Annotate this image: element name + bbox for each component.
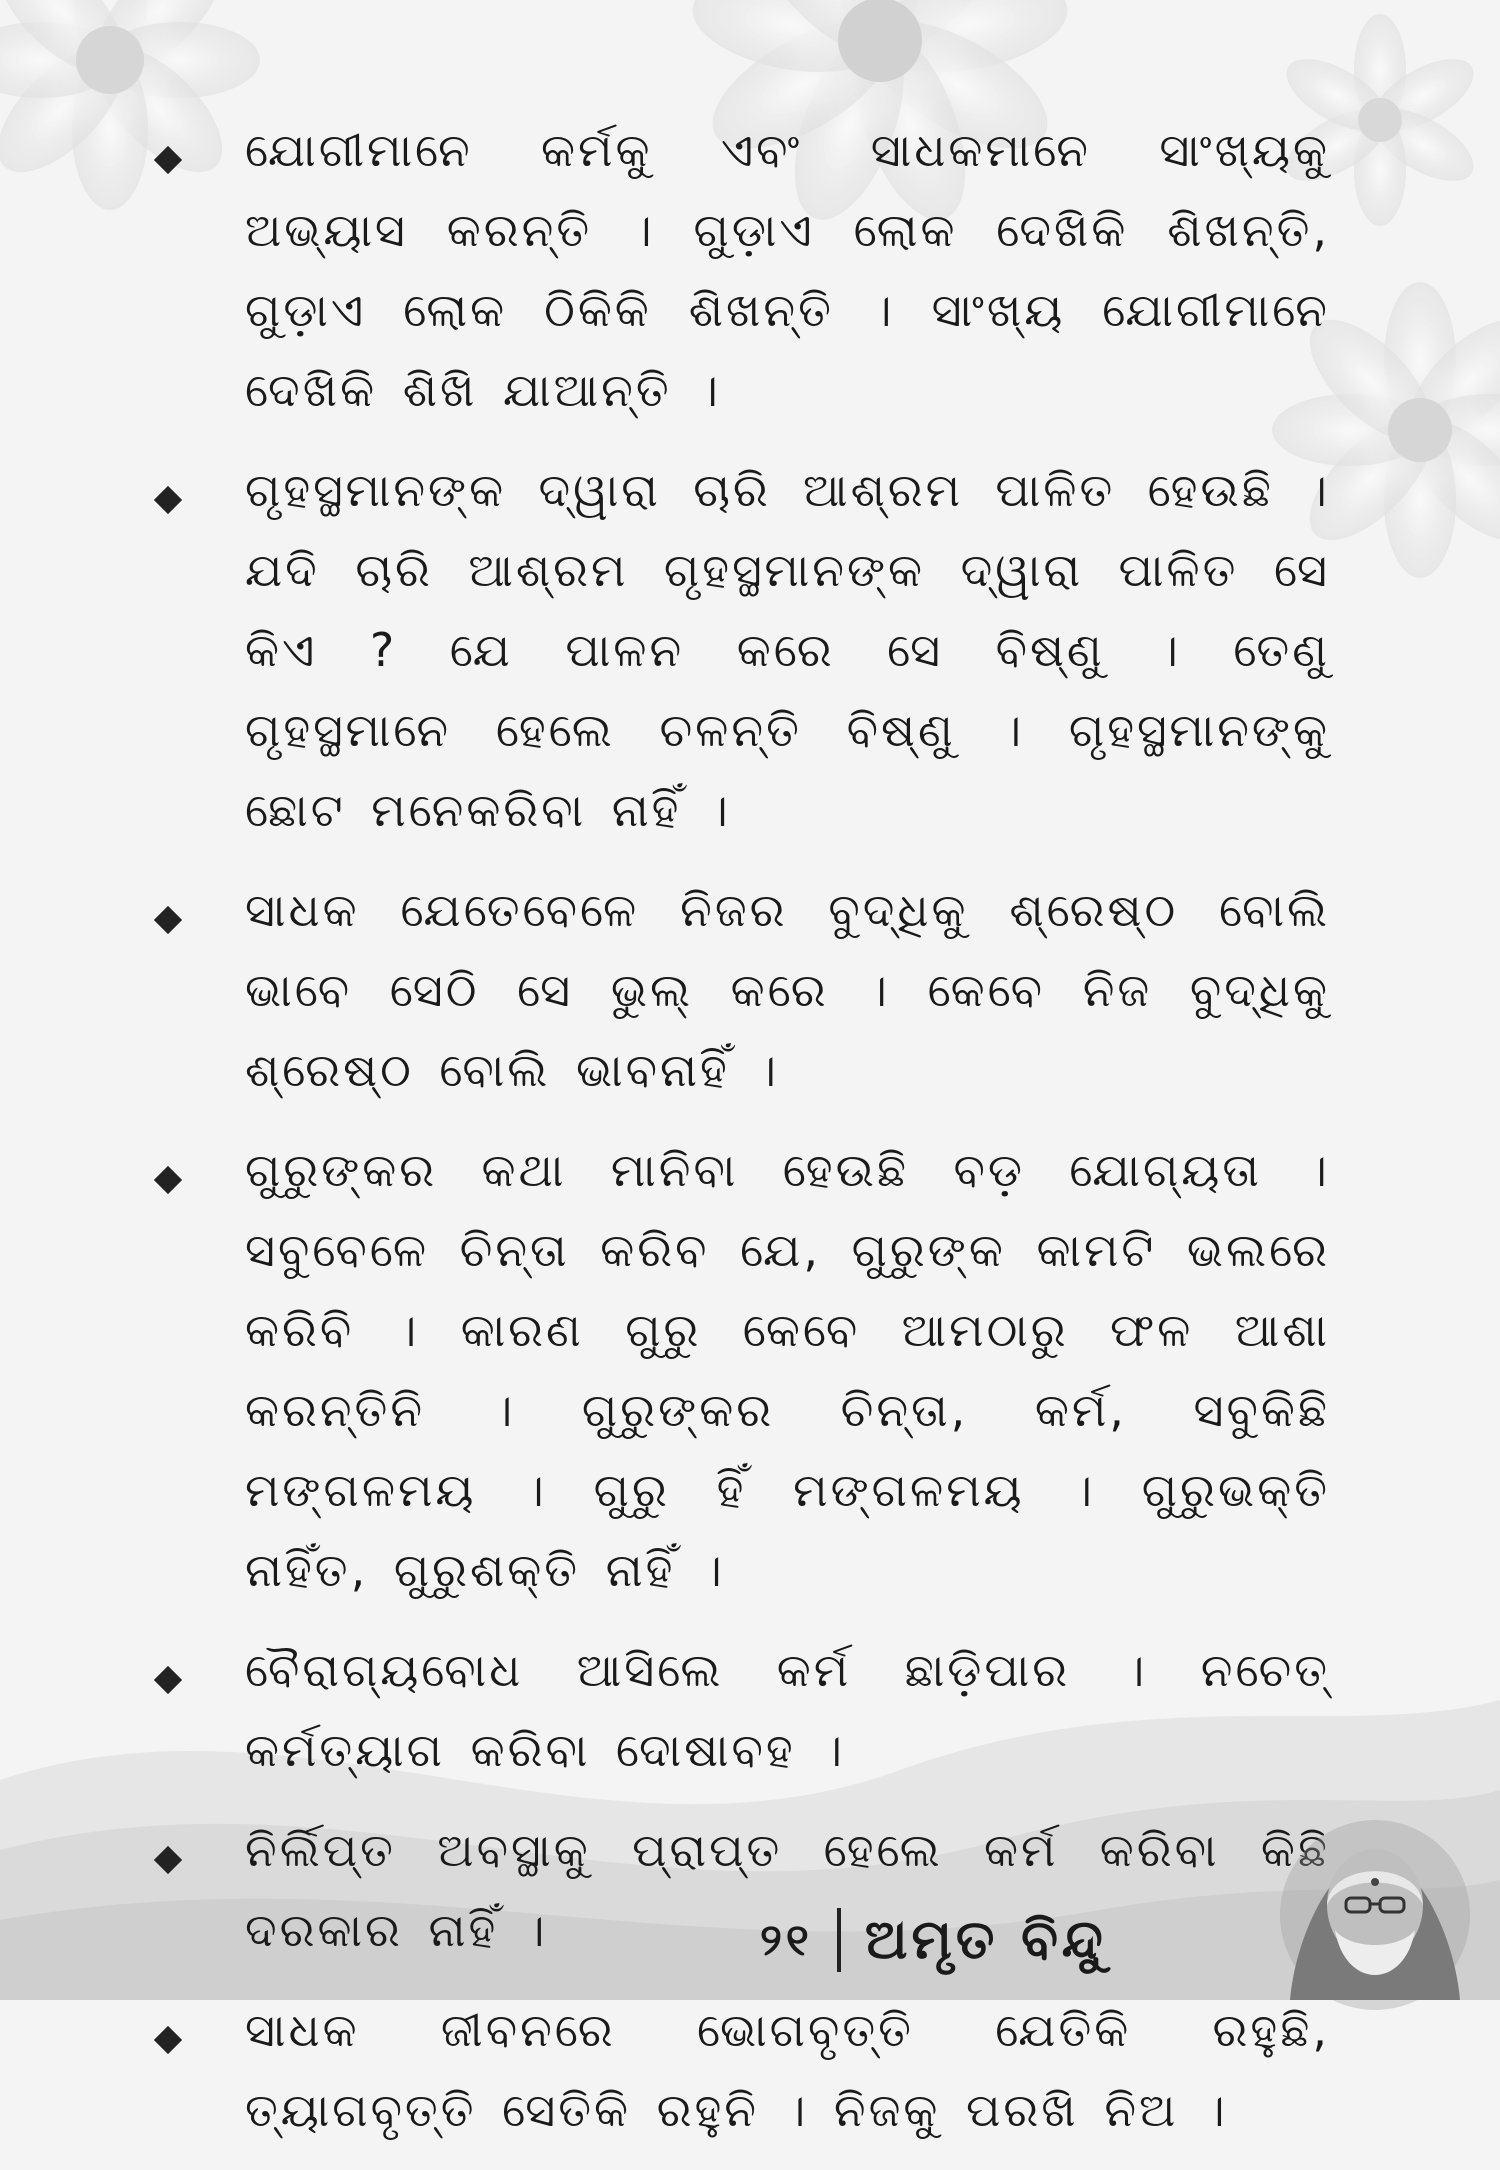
page-number: ୨୧: [760, 1914, 813, 1966]
list-item-text: ସାଧକ ଯେତେବେଳେ ନିଜର ବୁଦ୍ଧିକୁ ଶ୍ରେଷ୍ଠ ବୋଲି ଭାବେ ସେଠି ସେ ଭୁଲ୍ କରେ । କେବେ ନିଜ ବୁଦ୍ଧିକୁ ଶ୍ରେଷ୍ଠ ବୋଲି ଭାବନାହିଁ ।: [245, 883, 1330, 1097]
author-portrait: [1250, 1820, 1500, 2000]
list-item-text: ସାଧକ ଜୀବନରେ ଭୋଗବୃତ୍ତି ଯେତିକି ରହୁଛି, ତ୍ୟାଗବୃତ୍ତି ସେତିକି ରହୁନି । ନିଜକୁ ପରଖି ନିଅ ।: [245, 2003, 1330, 2137]
diamond-bullet-icon: [154, 2026, 182, 2054]
diamond-bullet-icon: [154, 1166, 182, 1194]
list-item-text: ଗୃହସ୍ଥମାନଙ୍କ ଦ୍ୱାରା ଚାରି ଆଶ୍ରମ ପାଳିତ ହେଉଛି । ଯଦି ଚାରି ଆଶ୍ରମ ଗୃହସ୍ଥମାନଙ୍କ ଦ୍ୱାରା ପାଳିତ ସେ କିଏ ? ଯେ ପାଳନ କରେ ସେ ବିଷ୍ଣୁ । ତେଣୁ ଗୃହସ୍ଥମାନେ ହେଲେ ଚଳନ୍ତି ବିଷ୍ଣୁ । ଗୃହସ୍ଥମାନଙ୍କୁ ଛୋଟ ମନେକରିବା ନାହିଁ ।: [245, 463, 1330, 837]
diamond-bullet-icon: [154, 1846, 182, 1874]
list-item-text: ଗୁରୁଙ୍କର କଥା ମାନିବା ହେଉଛି ବଡ଼ ଯୋଗ୍ୟତା । ସବୁବେଳେ ଚିନ୍ତା କରିବ ଯେ, ଗୁରୁଙ୍କ କାମଟି ଭଲରେ କରିବି । କାରଣ ଗୁରୁ କେବେ ଆମଠାରୁ ଫଳ ଆଶା କରନ୍ତିନି । ଗୁରୁଙ୍କର ଚିନ୍ତା, କର୍ମ, ସବୁକିଛି ମଙ୍ଗଳମୟ । ଗୁରୁ ହିଁ ମଙ୍ଗଳମୟ । ଗୁରୁଭକ୍ତି ନାହିଁତ, ଗୁରୁଶକ୍ତି ନାହିଁ ।: [245, 1143, 1330, 1597]
list-item: [150, 1130, 1330, 1610]
diamond-bullet-icon: [154, 486, 182, 514]
list-item-text: ନିର୍ଲିପ୍ତ ଅବସ୍ଥାକୁ ପ୍ରାପ୍ତ ହେଲେ କର୍ମ କରିବା କିଛି ଦରକାର ନାହିଁ ।: [245, 1823, 1330, 1957]
list-item: [150, 1630, 1330, 1790]
list-item-text: ଯୋଗୀମାନେ କର୍ମକୁ ଏବଂ ସାଧକମାନେ ସାଂଖ୍ୟକୁ ଅଭ୍ୟାସ କରନ୍ତି । ଗୁଡ଼ାଏ ଲୋକ ଦେଖିକି ଶିଖନ୍ତି, ଗୁଡ଼ାଏ ଲୋକ ଠିକିକି ଶିଖନ୍ତି । ସାଂଖ୍ୟ ଯୋଗୀମାନେ ଦେଖିକି ଶିଖି ଯାଆନ୍ତି ।: [245, 123, 1330, 417]
list-item: [150, 110, 1330, 430]
page-footer: [760, 1900, 1107, 1980]
diamond-bullet-icon: [154, 146, 182, 174]
list-item: [150, 1810, 1330, 1970]
bullet-list: [150, 110, 1330, 2170]
footer-divider: [837, 1908, 841, 1972]
list-item-text: ବୈରାଗ୍ୟବୋଧ ଆସିଲେ କର୍ମ ଛାଡ଼ିପାର । ନଚେତ୍ କର୍ମତ୍ୟାଗ କରିବା ଦୋଷାବହ ।: [245, 1643, 1330, 1777]
diamond-bullet-icon: [154, 906, 182, 934]
list-item: [150, 870, 1330, 1110]
list-item: [150, 450, 1330, 850]
book-title: ଅମୃତ ବିନ୍ଦୁ: [864, 1908, 1107, 1971]
diamond-bullet-icon: [154, 1666, 182, 1694]
list-item: [150, 1990, 1330, 2150]
